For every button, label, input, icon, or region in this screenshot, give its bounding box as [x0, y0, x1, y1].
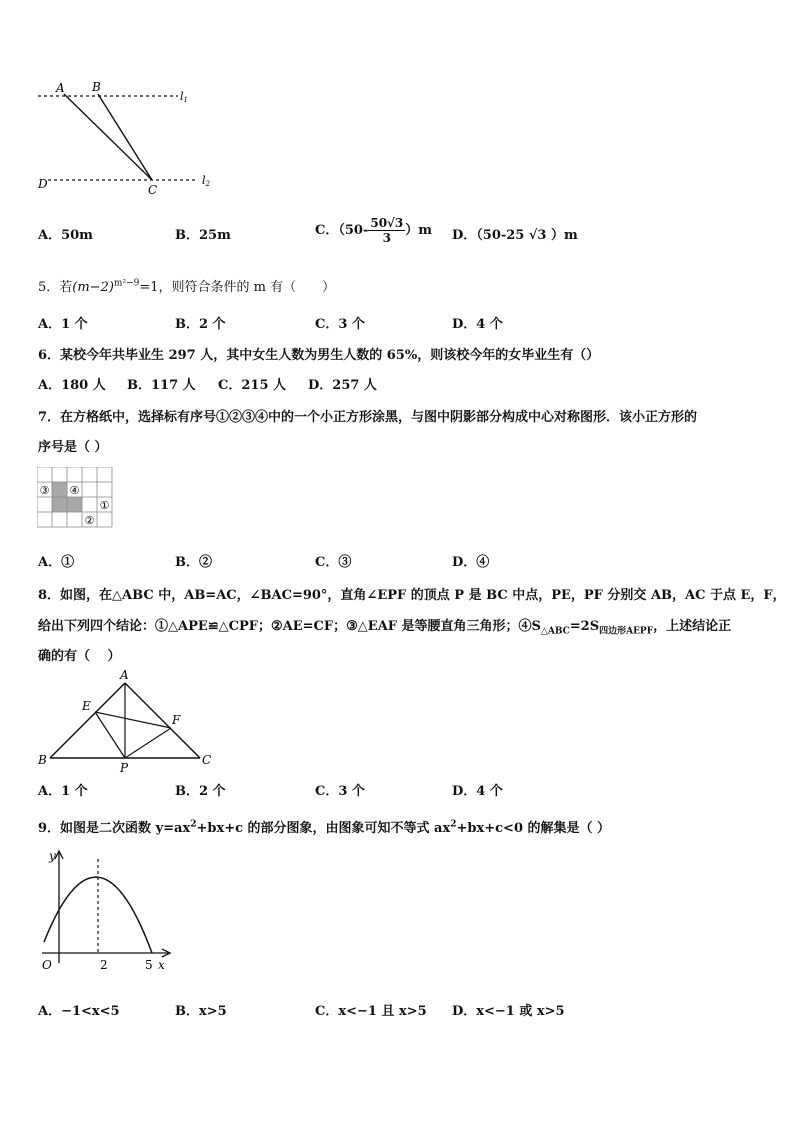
shaded-square [52, 497, 67, 512]
parabola-figure [36, 845, 176, 975]
label-b: B [38, 753, 47, 767]
label-p: P [120, 761, 129, 775]
q8-line2-sub-abc: △ABC [540, 626, 570, 637]
q5-option-c[interactable]: C．3 个 [315, 317, 365, 332]
grid-label-2: ② [84, 514, 95, 527]
q6-option-b[interactable]: B．117 人 [127, 378, 196, 393]
q8-option-a[interactable]: A．1 个 [38, 784, 88, 799]
label-b: B [92, 80, 101, 94]
label-c: C [148, 183, 158, 197]
q9-option-d[interactable]: D．x<−1 或 x>5 [452, 1004, 565, 1019]
q6-option-c[interactable]: C．215 人 [218, 378, 287, 393]
q7-option-b[interactable]: B．② [175, 555, 212, 570]
q5-suffix: =1，则符合条件的 m 有（ ） [139, 280, 336, 295]
q6-option-d[interactable]: D．257 人 [308, 378, 377, 393]
q6-question: 6．某校今年共毕业生 297 人，其中女生人数为男生人数的 65%，则该校今年的女毕业生有（） [38, 348, 600, 363]
parallel-lines-figure [30, 78, 230, 200]
q9-text-mid: +bx+c 的部分图象，由图象可知不等式 ax [196, 821, 451, 836]
label-x: x [158, 958, 165, 972]
q7-option-a[interactable]: A．① [38, 555, 75, 570]
q9-question [38, 817, 610, 836]
q9-text-prefix: 9．如图是二次函数 y=ax [38, 821, 191, 836]
q8-line2-sub-aepf: 四边形AEPF [599, 626, 654, 637]
label-c: C [202, 753, 212, 767]
q4-option-c[interactable] [315, 216, 432, 245]
fraction-denominator: 3 [382, 231, 391, 245]
q8-question-line3: 确的有（ ） [38, 649, 121, 664]
label-2: 2 [100, 958, 108, 972]
segment-bc [98, 94, 152, 180]
label-l2: l2 [202, 174, 210, 188]
fraction-numerator: 50√3 [370, 216, 404, 230]
shaded-square [67, 497, 82, 512]
q7-question-line2: 序号是（ ） [38, 440, 108, 455]
fraction [368, 216, 405, 245]
grid-label-1: ① [99, 499, 110, 512]
segment-ac [64, 94, 152, 180]
label-a: A [120, 668, 129, 682]
q5-option-a[interactable]: A．1 个 [38, 317, 88, 332]
q9-text-suffix: +bx+c<0 的解集是（ ） [456, 821, 611, 836]
q8-line2-prefix: 给出下列四个结论：①△APE≌△CPF；②AE=CF；③△EAF 是等腰直角三角形；④S [38, 619, 541, 634]
grid-figure [37, 467, 115, 533]
triangle-figure [36, 668, 216, 776]
q9-option-b[interactable]: B．x>5 [175, 1004, 227, 1019]
segment-pe [95, 712, 125, 758]
q9-sup-2: 2 [450, 819, 457, 830]
q4-option-b[interactable]: B．25m [175, 228, 231, 243]
q5-option-b[interactable]: B．2 个 [175, 317, 226, 332]
q9-option-c[interactable]: C．x<−1 且 x>5 [315, 1004, 427, 1019]
label-origin: O [42, 958, 52, 972]
q8-line2-suffix: ，上述结论正 [653, 619, 732, 634]
segment-pf [125, 728, 171, 758]
shaded-square [52, 482, 67, 497]
q5-base: (m−2) [72, 280, 114, 295]
label-d: D [38, 177, 48, 191]
q9-sup-1: 2 [190, 819, 197, 830]
label-f: F [172, 713, 181, 727]
q8-line2-mid: =2S [569, 619, 600, 634]
q8-option-d[interactable]: D．4 个 [452, 784, 503, 799]
label-a: A [56, 81, 65, 95]
q5-exponent: m²−9 [113, 278, 140, 289]
label-e: E [82, 699, 91, 713]
q8-option-c[interactable]: C．3 个 [315, 784, 365, 799]
q5-prefix: 5．若 [38, 280, 73, 295]
q8-question-line1: 8．如图，在△ABC 中，AB=AC，∠BAC=90°，直角∠EPF 的顶点 P 是 BC 中点，PE，PF 分别交 AB，AC 于点 E，F， [38, 588, 786, 603]
grid-label-4: ④ [69, 484, 80, 497]
q4-option-d[interactable]: D．（50-25 √3 ）m [452, 228, 578, 243]
q4-option-c-prefix: C．（50- [315, 223, 369, 238]
segment-ef [95, 712, 171, 728]
label-y: y [49, 849, 56, 863]
grid-label-3: ③ [39, 484, 50, 497]
q9-option-a[interactable]: A．−1<x<5 [38, 1004, 120, 1019]
q5-question [38, 276, 335, 295]
q7-question-line1: 7．在方格纸中，选择标有序号①②③④中的一个小正方形涂黑，与图中阴影部分构成中心对称图形．该小正方形的 [38, 410, 698, 425]
grid-lines [37, 467, 112, 527]
q7-option-c[interactable]: C．③ [315, 555, 352, 570]
q4-option-c-suffix: ）m [405, 223, 433, 238]
side-ba [50, 683, 125, 758]
label-5: 5 [145, 958, 153, 972]
q5-option-d[interactable]: D．4 个 [452, 317, 503, 332]
label-l1: l1 [180, 90, 188, 104]
q8-question-line2 [38, 615, 731, 637]
q4-option-a[interactable]: A．50m [38, 228, 93, 243]
q6-option-a[interactable]: A．180 人 [38, 378, 106, 393]
q7-option-d[interactable]: D．④ [452, 555, 490, 570]
q8-option-b[interactable]: B．2 个 [175, 784, 226, 799]
